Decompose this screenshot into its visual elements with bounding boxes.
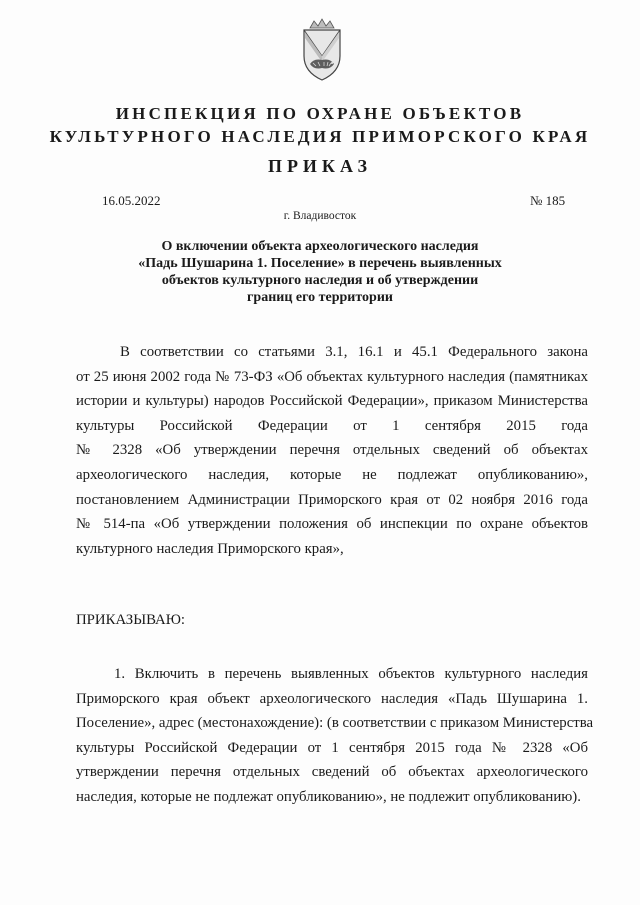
document-number: № 185 [530,193,566,208]
item-line: Поселение», адрес (местонахождение): (в соответствии с приказом Министерства [76,715,594,732]
preamble-line: археологического наследия, которые не подлежат опубликованию», [76,466,588,483]
preamble-line: № 514-па «Об утверждении положения об инспекции по охране объектов [76,516,588,533]
subject-line: О включении объекта археологического наследия [161,239,479,254]
subject-line: «Падь Шушарина 1. Поселение» в перечень выявленных [138,256,502,271]
document-city: г. Владивосток [283,210,357,222]
organization-name-line-1: ИНСПЕКЦИЯ ПО ОХРАНЕ ОБЪЕКТОВ [115,104,525,123]
primorsky-krai-coat-of-arms-icon [296,18,348,82]
item-line: культуры Российской Федерации от 1 сентября 2015 года № 2328 «Об [76,739,588,756]
preamble-line: истории и культуры) народов Российской Федерации», приказом Министерства [76,393,588,410]
preamble-line: постановлением Администрации Приморского края от 02 ноября 2016 года [76,491,588,508]
preamble-line: культурного наследия Приморского края», [76,540,344,557]
item-line: 1. Включить в перечень выявленных объектов культурного наследия [114,666,588,682]
order-keyword: ПРИКАЗЫВАЮ: [76,612,186,628]
item-line: Приморского края объект археологического наследия «Падь Шушарина 1. [76,690,588,707]
item-line: наследия, которые не подлежат опубликованию», не подлежит опубликованию). [76,788,581,805]
item-line: утверждении перечня отдельных сведений об объектах археологического [76,764,588,781]
preamble-line: культуры Российской Федерации от 1 сентября 2015 года [76,417,588,434]
document-subject [120,238,520,306]
document-type-title: ПРИКАЗ [267,156,373,176]
preamble-line: от 25 июня 2002 года № 73-ФЗ «Об объектах культурного наследия (памятниках [76,368,588,385]
subject-line: объектов культурного наследия и об утверждении [161,273,479,288]
order-item-1 [76,662,594,810]
subject-line: границ его территории [247,290,393,305]
preamble-paragraph [76,340,588,561]
document-date: 16.05.2022 [102,193,161,208]
organization-name-line-2: КУЛЬТУРНОГО НАСЛЕДИЯ ПРИМОРСКОГО КРАЯ [49,127,591,146]
preamble-line: № 2328 «Об утверждении перечня отдельных сведений об объектах [76,442,588,459]
preamble-line: В соответствии со статьями 3.1, 16.1 и 45.1 Федерального закона [120,344,588,360]
